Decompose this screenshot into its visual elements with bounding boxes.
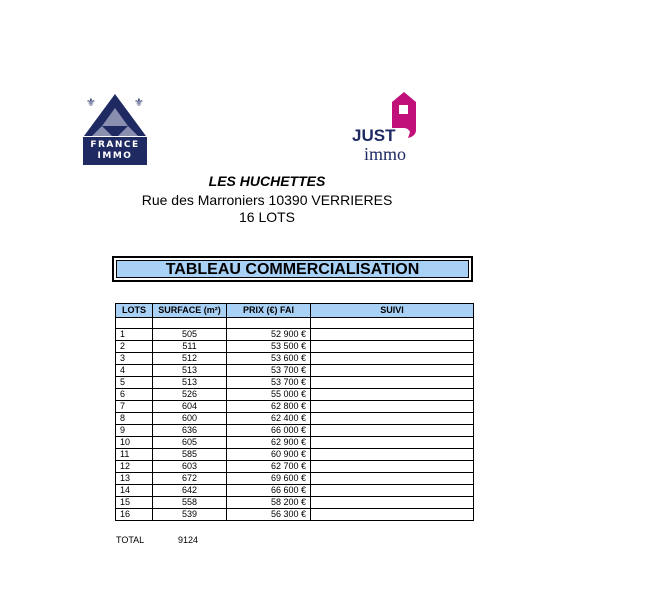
just-immo-immo-text: immo — [364, 144, 407, 164]
cell-price: 62 900 € — [227, 437, 311, 449]
svg-text:⚜: ⚜ — [86, 96, 96, 109]
cell-suivi — [311, 353, 474, 365]
cell-lot: 10 — [116, 437, 153, 449]
cell-price: 52 900 € — [227, 329, 311, 341]
svg-text:⚜: ⚜ — [134, 96, 144, 109]
cell-suivi — [311, 389, 474, 401]
cell-lot: 4 — [116, 365, 153, 377]
col-header-price: PRIX (€) FAI — [227, 304, 311, 318]
table-row — [116, 473, 474, 485]
cell-suivi — [311, 449, 474, 461]
cell-lot: 12 — [116, 461, 153, 473]
cell-price: 60 900 € — [227, 449, 311, 461]
france-immo-logo — [80, 92, 150, 166]
cell-suivi — [311, 485, 474, 497]
just-immo-just-text: JUST — [352, 126, 396, 145]
cell-price: 56 300 € — [227, 509, 311, 521]
cell-surface: 636 — [153, 425, 227, 437]
cell-price: 53 500 € — [227, 341, 311, 353]
cell-lot: 14 — [116, 485, 153, 497]
cell-lot: 6 — [116, 389, 153, 401]
project-title: LES HUCHETTES — [208, 173, 326, 189]
cell-lot: 9 — [116, 425, 153, 437]
cell-surface: 600 — [153, 413, 227, 425]
cell-suivi — [311, 437, 474, 449]
cell-suivi — [311, 461, 474, 473]
col-header-lots: LOTS — [116, 304, 153, 318]
table-row — [116, 377, 474, 389]
total-label: TOTAL — [116, 535, 145, 545]
cell-surface: 558 — [153, 497, 227, 509]
cell-price: 55 000 € — [227, 389, 311, 401]
cell-suivi — [311, 425, 474, 437]
just-immo-logo — [350, 88, 430, 168]
project-lot-count: 16 LOTS — [238, 209, 296, 225]
table-row — [116, 341, 474, 353]
table-row — [116, 365, 474, 377]
lots-table — [115, 303, 474, 521]
table-row — [116, 509, 474, 521]
table-row — [116, 497, 474, 509]
cell-lot: 15 — [116, 497, 153, 509]
col-header-surface: SURFACE (m²) — [153, 304, 227, 318]
cell-suivi — [311, 497, 474, 509]
project-address: Rue des Marroniers 10390 VERRIERES — [141, 192, 393, 208]
cell-surface: 513 — [153, 365, 227, 377]
cell-surface: 512 — [153, 353, 227, 365]
table-row — [116, 485, 474, 497]
cell-lot: 8 — [116, 413, 153, 425]
table-row — [116, 401, 474, 413]
cell-lot: 3 — [116, 353, 153, 365]
cell-surface: 672 — [153, 473, 227, 485]
cell-price: 62 400 € — [227, 413, 311, 425]
cell-suivi — [311, 401, 474, 413]
cell-surface: 505 — [153, 329, 227, 341]
table-row — [116, 449, 474, 461]
cell-surface: 603 — [153, 461, 227, 473]
table-row — [116, 437, 474, 449]
france-immo-wordmark: FRANCE IMMO — [83, 137, 147, 165]
cell-lot: 5 — [116, 377, 153, 389]
cell-price: 53 600 € — [227, 353, 311, 365]
cell-lot: 1 — [116, 329, 153, 341]
cell-suivi — [311, 413, 474, 425]
table-row — [116, 389, 474, 401]
cell-surface: 585 — [153, 449, 227, 461]
cell-price: 62 700 € — [227, 461, 311, 473]
france-immo-mark — [80, 92, 150, 138]
table-banner — [112, 256, 473, 282]
cell-surface: 513 — [153, 377, 227, 389]
table-spacer-row — [116, 318, 474, 329]
cell-lot: 16 — [116, 509, 153, 521]
table-row — [116, 353, 474, 365]
cell-suivi — [311, 365, 474, 377]
cell-price: 53 700 € — [227, 365, 311, 377]
cell-price: 58 200 € — [227, 497, 311, 509]
cell-suivi — [311, 377, 474, 389]
cell-suivi — [311, 473, 474, 485]
cell-surface: 605 — [153, 437, 227, 449]
table-banner-label: TABLEAU COMMERCIALISATION — [116, 260, 469, 278]
cell-lot: 7 — [116, 401, 153, 413]
cell-lot: 2 — [116, 341, 153, 353]
col-header-suivi: SUIVI — [311, 304, 474, 318]
cell-price: 66 000 € — [227, 425, 311, 437]
cell-suivi — [311, 341, 474, 353]
cell-surface: 604 — [153, 401, 227, 413]
table-row — [116, 413, 474, 425]
cell-price: 69 600 € — [227, 473, 311, 485]
cell-suivi — [311, 509, 474, 521]
total-value: 9124 — [178, 535, 199, 545]
cell-price: 53 700 € — [227, 377, 311, 389]
cell-surface: 642 — [153, 485, 227, 497]
table-row — [116, 329, 474, 341]
table-row — [116, 461, 474, 473]
cell-price: 62 800 € — [227, 401, 311, 413]
cell-lot: 13 — [116, 473, 153, 485]
table-row — [116, 425, 474, 437]
cell-surface: 526 — [153, 389, 227, 401]
cell-suivi — [311, 329, 474, 341]
cell-price: 66 600 € — [227, 485, 311, 497]
cell-lot: 11 — [116, 449, 153, 461]
cell-surface: 539 — [153, 509, 227, 521]
table-header-row — [116, 304, 474, 318]
cell-surface: 511 — [153, 341, 227, 353]
